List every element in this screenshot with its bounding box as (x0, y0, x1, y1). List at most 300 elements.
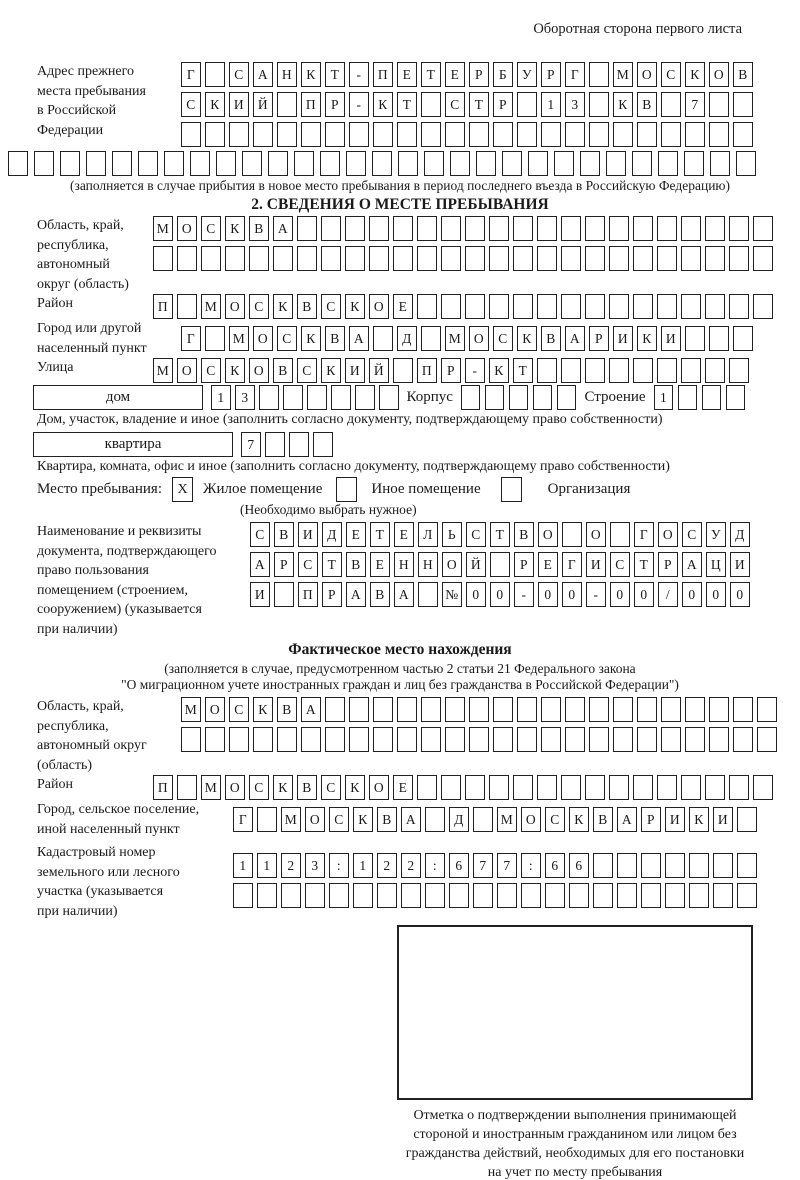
char-cell[interactable] (561, 775, 581, 800)
char-cell[interactable] (689, 853, 709, 878)
char-cell[interactable] (661, 727, 681, 752)
char-cell[interactable] (421, 92, 441, 117)
char-cell[interactable] (249, 246, 269, 271)
char-cell[interactable]: А (346, 582, 366, 607)
char-cell[interactable]: И (345, 358, 365, 383)
char-cell[interactable] (469, 727, 489, 752)
char-cell[interactable] (585, 358, 605, 383)
char-cell[interactable]: Г (181, 326, 201, 351)
char-cell[interactable] (393, 358, 413, 383)
char-cell[interactable]: С (201, 358, 221, 383)
char-cell[interactable]: О (177, 358, 197, 383)
char-cell[interactable] (561, 294, 581, 319)
char-cell[interactable]: Р (274, 552, 294, 577)
char-cell[interactable]: 7 (473, 853, 493, 878)
char-cell[interactable] (321, 246, 341, 271)
char-cell[interactable] (353, 883, 373, 908)
char-cell[interactable] (297, 216, 317, 241)
char-cell[interactable]: Т (513, 358, 533, 383)
char-cell[interactable] (565, 697, 585, 722)
char-cell[interactable]: Й (253, 92, 273, 117)
char-cell[interactable]: У (517, 62, 537, 87)
char-cell[interactable] (253, 122, 273, 147)
char-cell[interactable] (705, 358, 725, 383)
char-cell[interactable]: О (253, 326, 273, 351)
char-cell[interactable] (301, 727, 321, 752)
char-cell[interactable]: 0 (634, 582, 654, 607)
char-cell[interactable] (545, 883, 565, 908)
char-cell[interactable]: Й (369, 358, 389, 383)
char-cell[interactable]: С (229, 62, 249, 87)
char-cell[interactable]: Р (322, 582, 342, 607)
char-cell[interactable] (205, 62, 225, 87)
char-cell[interactable]: Т (490, 522, 510, 547)
char-cell[interactable] (181, 727, 201, 752)
char-cell[interactable] (112, 151, 132, 176)
char-cell[interactable]: М (201, 775, 221, 800)
char-cell[interactable] (757, 697, 777, 722)
char-cell[interactable] (713, 883, 733, 908)
char-cell[interactable]: И (229, 92, 249, 117)
char-cell[interactable] (493, 122, 513, 147)
char-cell[interactable] (685, 326, 705, 351)
char-cell[interactable]: Р (469, 62, 489, 87)
char-cell[interactable]: 0 (538, 582, 558, 607)
char-cell[interactable]: 0 (706, 582, 726, 607)
char-cell[interactable]: М (281, 807, 301, 832)
char-cell[interactable]: К (373, 92, 393, 117)
char-cell[interactable]: 6 (569, 853, 589, 878)
char-cell[interactable]: О (225, 294, 245, 319)
char-cell[interactable]: - (349, 62, 369, 87)
char-cell[interactable]: 7 (241, 432, 261, 457)
char-cell[interactable] (294, 151, 314, 176)
char-cell[interactable]: 3 (235, 385, 255, 410)
char-cell[interactable] (469, 122, 489, 147)
char-cell[interactable] (733, 92, 753, 117)
char-cell[interactable]: 0 (730, 582, 750, 607)
char-cell[interactable] (569, 883, 589, 908)
char-cell[interactable]: Г (565, 62, 585, 87)
char-cell[interactable] (229, 727, 249, 752)
char-cell[interactable]: К (569, 807, 589, 832)
char-cell[interactable]: И (250, 582, 270, 607)
char-cell[interactable] (469, 697, 489, 722)
char-cell[interactable]: Р (589, 326, 609, 351)
char-cell[interactable] (277, 92, 297, 117)
char-cell[interactable] (657, 358, 677, 383)
char-cell[interactable]: К (273, 775, 293, 800)
char-cell[interactable] (517, 727, 537, 752)
char-cell[interactable] (421, 122, 441, 147)
char-cell[interactable]: К (253, 697, 273, 722)
char-cell[interactable]: 1 (211, 385, 231, 410)
char-cell[interactable]: К (613, 92, 633, 117)
char-cell[interactable]: В (249, 216, 269, 241)
char-cell[interactable] (321, 216, 341, 241)
char-cell[interactable] (517, 122, 537, 147)
char-cell[interactable] (565, 122, 585, 147)
char-cell[interactable]: 6 (449, 853, 469, 878)
char-cell[interactable]: Д (322, 522, 342, 547)
char-cell[interactable] (307, 385, 327, 410)
char-cell[interactable] (379, 385, 399, 410)
char-cell[interactable] (681, 246, 701, 271)
char-cell[interactable]: П (153, 775, 173, 800)
char-cell[interactable] (417, 775, 437, 800)
char-cell[interactable]: В (637, 92, 657, 117)
char-cell[interactable] (685, 727, 705, 752)
char-cell[interactable]: П (373, 62, 393, 87)
char-cell[interactable]: - (349, 92, 369, 117)
char-cell[interactable]: 3 (305, 853, 325, 878)
char-cell[interactable] (265, 432, 285, 457)
char-cell[interactable]: Т (325, 62, 345, 87)
char-cell[interactable] (325, 697, 345, 722)
char-cell[interactable] (493, 697, 513, 722)
char-cell[interactable] (372, 151, 392, 176)
char-cell[interactable] (441, 775, 461, 800)
char-cell[interactable] (632, 151, 652, 176)
char-cell[interactable]: 7 (685, 92, 705, 117)
char-cell[interactable]: В (370, 582, 390, 607)
char-cell[interactable] (181, 122, 201, 147)
char-cell[interactable]: И (730, 552, 750, 577)
char-cell[interactable] (331, 385, 351, 410)
char-cell[interactable] (273, 246, 293, 271)
char-cell[interactable]: С (229, 697, 249, 722)
char-cell[interactable] (205, 727, 225, 752)
char-cell[interactable]: - (514, 582, 534, 607)
char-cell[interactable]: М (497, 807, 517, 832)
char-cell[interactable]: А (401, 807, 421, 832)
char-cell[interactable]: О (469, 326, 489, 351)
char-cell[interactable]: В (593, 807, 613, 832)
char-cell[interactable]: 2 (377, 853, 397, 878)
checkbox-organization[interactable] (501, 477, 522, 502)
char-cell[interactable]: П (153, 294, 173, 319)
char-cell[interactable]: С (329, 807, 349, 832)
char-cell[interactable]: Ц (706, 552, 726, 577)
char-cell[interactable]: С (682, 522, 702, 547)
char-cell[interactable] (345, 216, 365, 241)
char-cell[interactable]: О (369, 294, 389, 319)
char-cell[interactable]: С (321, 294, 341, 319)
char-cell[interactable]: Е (394, 522, 414, 547)
char-cell[interactable] (729, 216, 749, 241)
char-cell[interactable]: С (545, 807, 565, 832)
char-cell[interactable]: И (713, 807, 733, 832)
char-cell[interactable] (297, 246, 317, 271)
char-cell[interactable] (397, 727, 417, 752)
char-cell[interactable] (205, 122, 225, 147)
char-cell[interactable] (60, 151, 80, 176)
char-cell[interactable]: - (465, 358, 485, 383)
char-cell[interactable]: К (321, 358, 341, 383)
char-cell[interactable]: : (329, 853, 349, 878)
char-cell[interactable] (589, 727, 609, 752)
char-cell[interactable] (205, 326, 225, 351)
char-cell[interactable] (425, 883, 445, 908)
char-cell[interactable] (613, 122, 633, 147)
char-cell[interactable] (665, 883, 685, 908)
char-cell[interactable] (301, 122, 321, 147)
char-cell[interactable] (737, 807, 757, 832)
char-cell[interactable]: Т (370, 522, 390, 547)
char-cell[interactable]: К (225, 358, 245, 383)
char-cell[interactable] (489, 294, 509, 319)
char-cell[interactable]: М (445, 326, 465, 351)
char-cell[interactable] (729, 294, 749, 319)
char-cell[interactable] (441, 294, 461, 319)
char-cell[interactable] (633, 775, 653, 800)
char-cell[interactable] (593, 853, 613, 878)
char-cell[interactable] (641, 883, 661, 908)
char-cell[interactable] (233, 883, 253, 908)
char-cell[interactable] (617, 883, 637, 908)
char-cell[interactable]: В (297, 294, 317, 319)
char-cell[interactable]: Е (397, 62, 417, 87)
char-cell[interactable]: О (709, 62, 729, 87)
char-cell[interactable]: 1 (541, 92, 561, 117)
char-cell[interactable]: К (689, 807, 709, 832)
char-cell[interactable] (585, 216, 605, 241)
char-cell[interactable]: В (325, 326, 345, 351)
char-cell[interactable] (580, 151, 600, 176)
char-cell[interactable] (355, 385, 375, 410)
char-cell[interactable]: К (273, 294, 293, 319)
char-cell[interactable] (190, 151, 210, 176)
char-cell[interactable]: Т (469, 92, 489, 117)
char-cell[interactable] (517, 92, 537, 117)
char-cell[interactable] (86, 151, 106, 176)
checkbox-other-premise[interactable] (336, 477, 357, 502)
char-cell[interactable] (513, 216, 533, 241)
char-cell[interactable] (610, 522, 630, 547)
char-cell[interactable] (259, 385, 279, 410)
char-cell[interactable] (445, 697, 465, 722)
char-cell[interactable] (661, 697, 681, 722)
char-cell[interactable] (537, 358, 557, 383)
char-cell[interactable]: О (442, 552, 462, 577)
char-cell[interactable] (450, 151, 470, 176)
char-cell[interactable]: О (177, 216, 197, 241)
char-cell[interactable]: С (445, 92, 465, 117)
char-cell[interactable] (257, 807, 277, 832)
char-cell[interactable] (461, 385, 481, 410)
char-cell[interactable] (562, 522, 582, 547)
char-cell[interactable] (397, 122, 417, 147)
char-cell[interactable]: К (685, 62, 705, 87)
char-cell[interactable] (537, 246, 557, 271)
char-cell[interactable] (709, 92, 729, 117)
char-cell[interactable] (421, 727, 441, 752)
char-cell[interactable] (657, 775, 677, 800)
char-cell[interactable] (393, 216, 413, 241)
char-cell[interactable]: Н (394, 552, 414, 577)
char-cell[interactable]: Д (730, 522, 750, 547)
char-cell[interactable]: С (297, 358, 317, 383)
char-cell[interactable] (609, 216, 629, 241)
char-cell[interactable]: К (345, 775, 365, 800)
char-cell[interactable] (705, 775, 725, 800)
char-cell[interactable] (313, 432, 333, 457)
char-cell[interactable]: К (353, 807, 373, 832)
char-cell[interactable] (737, 883, 757, 908)
char-cell[interactable] (418, 582, 438, 607)
char-cell[interactable] (537, 216, 557, 241)
char-cell[interactable]: К (205, 92, 225, 117)
char-cell[interactable] (729, 246, 749, 271)
char-cell[interactable] (445, 122, 465, 147)
char-cell[interactable] (609, 246, 629, 271)
char-cell[interactable] (201, 246, 221, 271)
char-cell[interactable]: М (153, 216, 173, 241)
char-cell[interactable] (377, 883, 397, 908)
char-cell[interactable]: С (250, 522, 270, 547)
char-cell[interactable]: В (541, 326, 561, 351)
char-cell[interactable] (657, 246, 677, 271)
char-cell[interactable] (349, 697, 369, 722)
char-cell[interactable] (497, 883, 517, 908)
char-cell[interactable]: П (417, 358, 437, 383)
char-cell[interactable]: 3 (565, 92, 585, 117)
char-cell[interactable] (689, 883, 709, 908)
char-cell[interactable] (502, 151, 522, 176)
char-cell[interactable]: Е (370, 552, 390, 577)
char-cell[interactable] (274, 582, 294, 607)
char-cell[interactable] (513, 775, 533, 800)
char-cell[interactable]: С (298, 552, 318, 577)
char-cell[interactable]: Е (393, 775, 413, 800)
char-cell[interactable]: А (301, 697, 321, 722)
char-cell[interactable] (465, 294, 485, 319)
char-cell[interactable]: К (517, 326, 537, 351)
char-cell[interactable] (561, 216, 581, 241)
char-cell[interactable]: С (201, 216, 221, 241)
char-cell[interactable] (606, 151, 626, 176)
char-cell[interactable]: М (613, 62, 633, 87)
char-cell[interactable] (681, 216, 701, 241)
char-cell[interactable] (528, 151, 548, 176)
char-cell[interactable]: А (253, 62, 273, 87)
char-cell[interactable] (561, 358, 581, 383)
char-cell[interactable]: И (665, 807, 685, 832)
char-cell[interactable] (589, 122, 609, 147)
char-cell[interactable] (513, 246, 533, 271)
char-cell[interactable] (565, 727, 585, 752)
char-cell[interactable]: Р (325, 92, 345, 117)
char-cell[interactable]: 0 (682, 582, 702, 607)
char-cell[interactable] (557, 385, 577, 410)
char-cell[interactable]: Т (322, 552, 342, 577)
char-cell[interactable]: О (305, 807, 325, 832)
char-cell[interactable] (490, 552, 510, 577)
char-cell[interactable]: А (273, 216, 293, 241)
char-cell[interactable]: Р (641, 807, 661, 832)
char-cell[interactable] (554, 151, 574, 176)
char-cell[interactable] (138, 151, 158, 176)
char-cell[interactable]: А (394, 582, 414, 607)
char-cell[interactable] (705, 294, 725, 319)
char-cell[interactable]: В (297, 775, 317, 800)
char-cell[interactable] (253, 727, 273, 752)
char-cell[interactable]: : (521, 853, 541, 878)
char-cell[interactable]: Г (634, 522, 654, 547)
char-cell[interactable] (229, 122, 249, 147)
char-cell[interactable] (541, 122, 561, 147)
char-cell[interactable] (710, 151, 730, 176)
char-cell[interactable] (613, 727, 633, 752)
char-cell[interactable]: М (153, 358, 173, 383)
char-cell[interactable] (733, 326, 753, 351)
char-cell[interactable] (34, 151, 54, 176)
char-cell[interactable] (513, 294, 533, 319)
char-cell[interactable]: И (661, 326, 681, 351)
char-cell[interactable]: Р (493, 92, 513, 117)
char-cell[interactable] (633, 216, 653, 241)
char-cell[interactable] (177, 775, 197, 800)
char-cell[interactable]: Р (514, 552, 534, 577)
char-cell[interactable]: И (298, 522, 318, 547)
char-cell[interactable]: 0 (466, 582, 486, 607)
char-cell[interactable] (305, 883, 325, 908)
char-cell[interactable]: № (442, 582, 462, 607)
char-cell[interactable] (289, 432, 309, 457)
char-cell[interactable] (369, 216, 389, 241)
char-cell[interactable] (533, 385, 553, 410)
char-cell[interactable]: М (229, 326, 249, 351)
char-cell[interactable] (485, 385, 505, 410)
char-cell[interactable] (541, 697, 561, 722)
char-cell[interactable] (329, 883, 349, 908)
char-cell[interactable]: К (345, 294, 365, 319)
char-cell[interactable] (476, 151, 496, 176)
char-cell[interactable] (537, 775, 557, 800)
char-cell[interactable]: С (181, 92, 201, 117)
char-cell[interactable] (153, 246, 173, 271)
char-cell[interactable] (753, 294, 773, 319)
char-cell[interactable]: Т (634, 552, 654, 577)
char-cell[interactable]: К (489, 358, 509, 383)
char-cell[interactable] (345, 246, 365, 271)
char-cell[interactable] (373, 122, 393, 147)
char-cell[interactable] (242, 151, 262, 176)
char-cell[interactable] (657, 216, 677, 241)
char-cell[interactable]: В (733, 62, 753, 87)
char-cell[interactable] (349, 727, 369, 752)
char-cell[interactable] (257, 883, 277, 908)
char-cell[interactable]: Т (397, 92, 417, 117)
char-cell[interactable] (585, 294, 605, 319)
checkbox-dwelling[interactable]: X (172, 477, 193, 502)
char-cell[interactable] (709, 697, 729, 722)
char-cell[interactable] (705, 246, 725, 271)
char-cell[interactable] (489, 246, 509, 271)
char-cell[interactable]: Б (493, 62, 513, 87)
char-cell[interactable] (177, 246, 197, 271)
char-cell[interactable] (637, 727, 657, 752)
char-cell[interactable]: В (377, 807, 397, 832)
char-cell[interactable] (657, 294, 677, 319)
char-cell[interactable]: В (514, 522, 534, 547)
char-cell[interactable] (393, 246, 413, 271)
char-cell[interactable] (593, 883, 613, 908)
char-cell[interactable] (681, 294, 701, 319)
char-cell[interactable]: Г (233, 807, 253, 832)
char-cell[interactable] (541, 727, 561, 752)
char-cell[interactable]: С (610, 552, 630, 577)
